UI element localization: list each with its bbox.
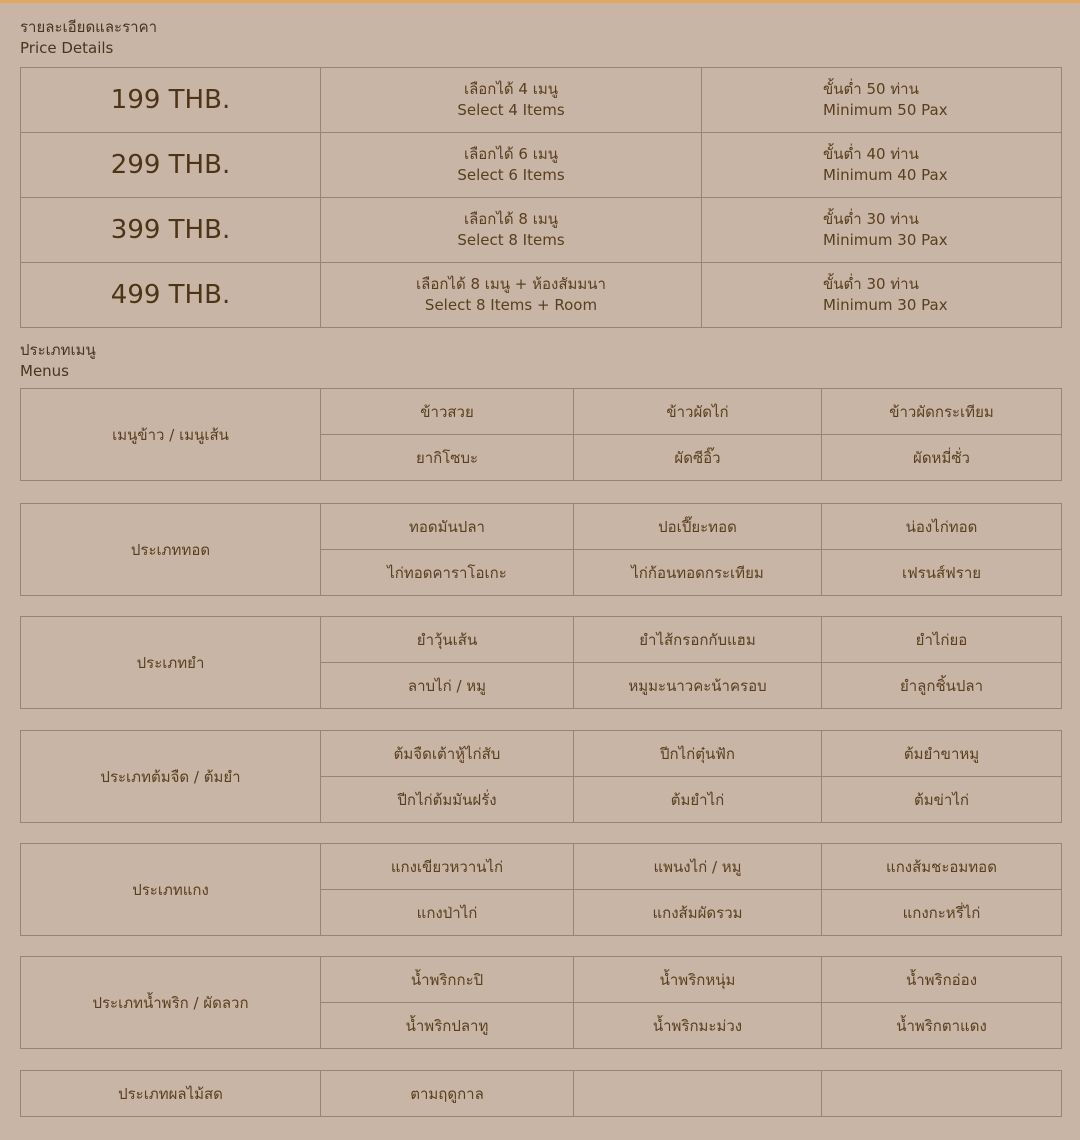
category-name: ประเภทผลไม้สด	[21, 1071, 321, 1117]
menu-item: ข้าวสวย	[321, 389, 574, 435]
price-details-title-th: รายละเอียดและราคา	[20, 18, 158, 36]
menu-item: น้ำพริกมะม่วง	[574, 1003, 822, 1049]
items-th: เลือกได้ 8 เมนู	[463, 210, 559, 228]
price-row	[21, 133, 1062, 198]
category-name: เมนูข้าว / เมนูเส้น	[21, 389, 321, 481]
category-name: ประเภทแกง	[21, 844, 321, 936]
menu-item: แกงส้มผัดรวม	[574, 890, 822, 936]
menu-row	[21, 844, 1062, 890]
menu-item: ต้มข่าไก่	[822, 777, 1062, 823]
empty-cell	[574, 1071, 822, 1117]
minimum-en: Minimum 40 Pax	[823, 166, 948, 184]
menu-category-table	[20, 1070, 1062, 1117]
items-th: เลือกได้ 6 เมนู	[463, 145, 559, 163]
menu-item: หมูมะนาวคะน้าครอบ	[574, 663, 822, 709]
price-cell: 199 THB.	[21, 68, 321, 133]
menu-item: ปีกไก่ตุ๋นฟัก	[574, 731, 822, 777]
menu-item: ผัดซีอิ๊ว	[574, 435, 822, 481]
menu-category-table	[20, 503, 1062, 596]
minimum-th: ขั้นต่ำ 30 ท่าน	[823, 210, 919, 228]
menu-item: ยำไก่ยอ	[822, 617, 1062, 663]
items-cell	[321, 68, 702, 133]
menu-item: ยำไส้กรอกกับแฮม	[574, 617, 822, 663]
menu-item: แพนงไก่ / หมู	[574, 844, 822, 890]
menu-row	[21, 504, 1062, 550]
minimum-th: ขั้นต่ำ 40 ท่าน	[823, 145, 919, 163]
menu-item: ข้าวผัดไก่	[574, 389, 822, 435]
price-table	[20, 67, 1062, 328]
minimum-en: Minimum 30 Pax	[823, 296, 948, 314]
menu-category-table	[20, 388, 1062, 481]
menu-item: น้ำพริกอ่อง	[822, 957, 1062, 1003]
menu-item: น้ำพริกตาแดง	[822, 1003, 1062, 1049]
menu-item: ต้มยำขาหมู	[822, 731, 1062, 777]
menu-item: แกงกะหรี่ไก่	[822, 890, 1062, 936]
menu-item: แกงเขียวหวานไก่	[321, 844, 574, 890]
items-cell	[321, 198, 702, 263]
items-cell	[321, 133, 702, 198]
menu-row	[21, 1071, 1062, 1117]
menus-title-en: Menus	[20, 362, 69, 380]
menu-item: แกงส้มชะอมทอด	[822, 844, 1062, 890]
menu-item: ปอเปี๊ยะทอด	[574, 504, 822, 550]
menu-row	[21, 957, 1062, 1003]
category-name: ประเภททอด	[21, 504, 321, 596]
menu-item: ต้มจืดเต้าหู้ไก่สับ	[321, 731, 574, 777]
menu-item: ยากิโซบะ	[321, 435, 574, 481]
minimum-th: ขั้นต่ำ 50 ท่าน	[823, 80, 919, 98]
menu-item: ผัดหมี่ซั่ว	[822, 435, 1062, 481]
minimum-cell	[702, 133, 1062, 198]
menu-item: ทอดมันปลา	[321, 504, 574, 550]
menu-item: น่องไก่ทอด	[822, 504, 1062, 550]
menu-item: ยำวุ้นเส้น	[321, 617, 574, 663]
menu-category-table	[20, 843, 1062, 936]
menu-row	[21, 731, 1062, 777]
minimum-en: Minimum 50 Pax	[823, 101, 948, 119]
items-en: Select 8 Items	[457, 231, 565, 249]
menus-heading	[20, 340, 96, 382]
items-en: Select 6 Items	[457, 166, 565, 184]
price-details-title-en: Price Details	[20, 39, 114, 57]
menu-item: ไก่ทอดคาราโอเกะ	[321, 550, 574, 596]
menu-item: น้ำพริกกะปิ	[321, 957, 574, 1003]
items-th: เลือกได้ 4 เมนู	[463, 80, 559, 98]
menu-item: เฟรนส์ฟราย	[822, 550, 1062, 596]
menu-item: น้ำพริกหนุ่ม	[574, 957, 822, 1003]
price-cell: 299 THB.	[21, 133, 321, 198]
menus-title-th: ประเภทเมนู	[20, 341, 96, 359]
minimum-en: Minimum 30 Pax	[823, 231, 948, 249]
menu-item: แกงป่าไก่	[321, 890, 574, 936]
price-row	[21, 198, 1062, 263]
menu-item: ลาบไก่ / หมู	[321, 663, 574, 709]
menu-item: ต้มยำไก่	[574, 777, 822, 823]
price-row	[21, 263, 1062, 328]
menu-category-table	[20, 616, 1062, 709]
menu-row	[21, 617, 1062, 663]
price-cell: 499 THB.	[21, 263, 321, 328]
menu-item: ข้าวผัดกระเทียม	[822, 389, 1062, 435]
price-row	[21, 68, 1062, 133]
category-name: ประเภทต้มจืด / ต้มยำ	[21, 731, 321, 823]
menu-category-table	[20, 956, 1062, 1049]
minimum-cell	[702, 68, 1062, 133]
items-cell	[321, 263, 702, 328]
items-en: Select 4 Items	[457, 101, 565, 119]
minimum-cell	[702, 263, 1062, 328]
menu-row	[21, 389, 1062, 435]
category-name: ประเภทยำ	[21, 617, 321, 709]
menu-item: ยำลูกชิ้นปลา	[822, 663, 1062, 709]
items-en: Select 8 Items + Room	[424, 296, 598, 314]
category-name: ประเภทน้ำพริก / ผัดลวก	[21, 957, 321, 1049]
price-cell: 399 THB.	[21, 198, 321, 263]
minimum-cell	[702, 198, 1062, 263]
menu-item: ไก่ก้อนทอดกระเทียม	[574, 550, 822, 596]
items-th: เลือกได้ 8 เมนู + ห้องสัมมนา	[416, 275, 606, 293]
menu-item: ตามฤดูกาล	[321, 1071, 574, 1117]
empty-cell	[822, 1071, 1062, 1117]
menu-item: ปีกไก่ต้มมันฝรั่ง	[321, 777, 574, 823]
price-details-heading	[20, 17, 157, 59]
menu-item: น้ำพริกปลาทู	[321, 1003, 574, 1049]
menu-category-table	[20, 730, 1062, 823]
minimum-th: ขั้นต่ำ 30 ท่าน	[823, 275, 919, 293]
